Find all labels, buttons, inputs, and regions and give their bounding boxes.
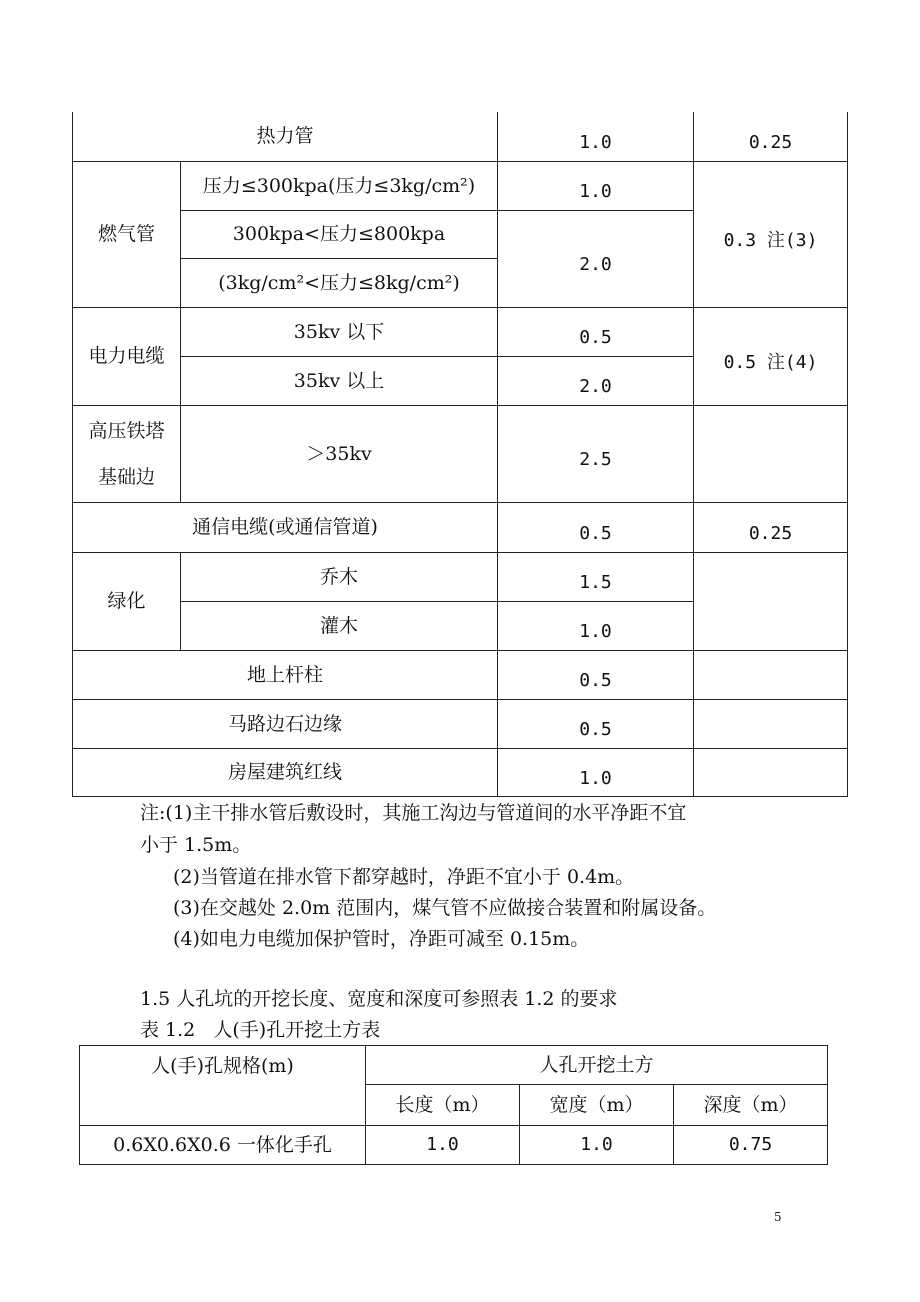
table-cell	[694, 700, 847, 754]
table-cell: 热力管	[256, 125, 314, 147]
table-cell: 2.0	[579, 254, 612, 275]
table-cell: 0.5	[579, 327, 612, 348]
table-cell: 1.0	[579, 621, 612, 642]
table-header: 人孔开挖土方	[539, 1053, 654, 1076]
table-cell: 35kv 以上	[293, 369, 385, 392]
table-cell: 0.75	[728, 1134, 773, 1155]
table-cell: 地上杆柱	[246, 663, 323, 686]
note-2: (2)当管道在排水管下都穿越时，净距不宜小于 0.4m。	[173, 866, 635, 888]
table-cell: 1.0	[579, 131, 612, 153]
table-header: 人(手)孔规格(m)	[151, 1054, 294, 1077]
table-cell	[694, 406, 847, 508]
table-cell: 燃气管	[97, 223, 155, 245]
table-cell: 2.0	[579, 376, 612, 397]
table-border-bottom	[79, 1164, 828, 1165]
table-cell: 0.5	[579, 522, 612, 544]
cell-text: 基础边	[97, 466, 155, 488]
table-cell: 1.0	[580, 1134, 613, 1155]
table-cell: 35kv 以下	[293, 320, 385, 343]
table-header: 深度（m）	[703, 1093, 798, 1116]
table-cell: 0.5	[579, 670, 612, 691]
table-cell: 乔木	[319, 565, 358, 588]
table-cell: 0.5	[579, 719, 612, 740]
table-header: 长度（m）	[395, 1093, 490, 1116]
table-cell: 1.0	[579, 181, 612, 202]
table-cell: 300kpa<压力≤800kpa	[232, 223, 446, 245]
table-cell: 1.0	[426, 1134, 459, 1155]
note-1-continued: 小于 1.5m。	[140, 834, 252, 856]
table-cell: 0.6X0.6X0.6 一体化手孔	[113, 1133, 332, 1156]
table-cell: 1.5	[579, 572, 612, 593]
note-3: (3)在交越处 2.0m 范围内，煤气管不应做接合装置和附属设备。	[173, 897, 717, 919]
table-cell: ＞35kv	[306, 442, 372, 465]
note-1: 注:(1)主干排水管后敷设时，其施工沟边与管道间的水平净距不宜	[140, 802, 687, 824]
table-border-right	[827, 1045, 828, 1165]
table-cell: 灌木	[319, 614, 358, 637]
table-cell: 通信电缆(或通信管道)	[192, 516, 378, 538]
table-cell: 1.0	[579, 767, 612, 789]
table-cell	[694, 651, 847, 705]
table-cell	[694, 553, 847, 656]
table-header: 宽度（m）	[549, 1093, 644, 1116]
table-cell: (3kg/cm²<压力≤8kg/cm²)	[218, 271, 460, 294]
table-cell: 0.25	[748, 131, 793, 153]
section-heading: 1.5 人孔坑的开挖长度、宽度和深度可参照表 1.2 的要求	[140, 988, 618, 1010]
table-cell: 0.25	[748, 522, 793, 544]
table-cell: 0.3 注(3)	[723, 229, 818, 251]
table-cell: 马路边石边缘	[227, 712, 342, 735]
table-border-right	[847, 112, 848, 797]
table-caption: 表 1.2 人(手)孔开挖土方表	[140, 1019, 381, 1041]
cell-text: 高压铁塔	[88, 420, 165, 442]
table-cell	[73, 406, 180, 502]
note-4: (4)如电力电缆加保护管时，净距可减至 0.15m。	[173, 928, 590, 950]
table-cell: 绿化	[107, 590, 146, 612]
table-cell: 压力≤300kpa(压力≤3kg/cm²)	[202, 174, 476, 197]
table-cell: 0.5 注(4)	[723, 351, 818, 373]
table-cell: 房屋建筑红线	[227, 761, 342, 783]
page-number: 5	[774, 1210, 782, 1224]
table-cell: 电力电缆	[88, 345, 165, 367]
table-cell	[694, 749, 847, 802]
table-cell: 2.5	[579, 449, 612, 470]
